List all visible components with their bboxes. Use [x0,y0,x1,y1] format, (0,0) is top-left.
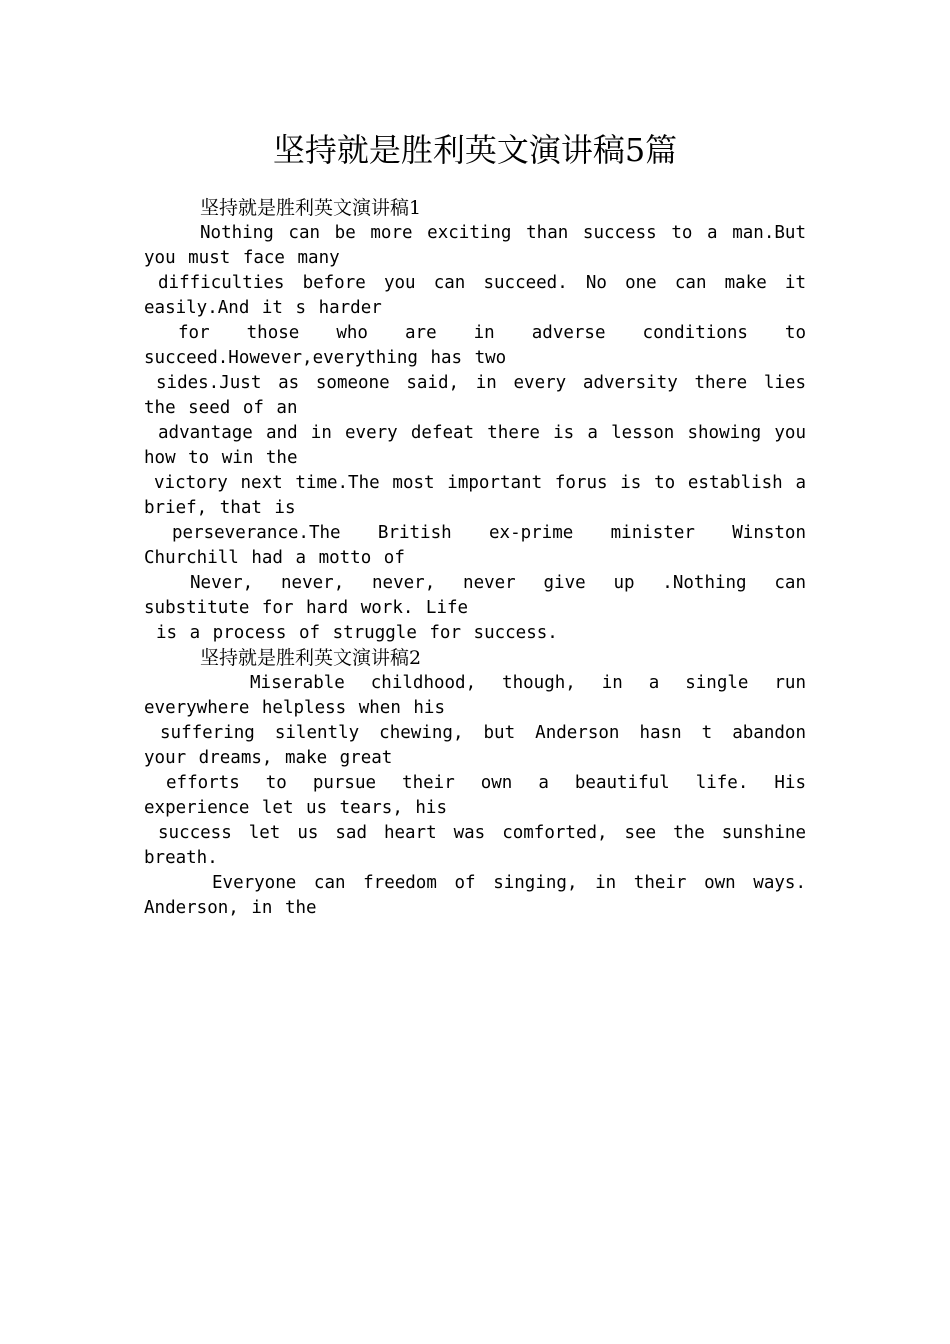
section-1-line-6: victory next time.The most important forus is to establish a brief, that is [144,473,806,518]
section-1-line-4: sides.Just as someone said, in every adversity there lies the seed of an [144,373,806,418]
section-2-line-1: Miserable childhood, though, in a single run everywhere helpless when his [144,673,806,718]
section-2-line-4: success let us sad heart was comforted, see the sunshine breath. [144,823,806,868]
section-1-line-9: is a process of struggle for success. [156,623,558,643]
section-1-line-3: for those who are in adverse conditions to succeed.However,everything has two [144,323,806,368]
section-1-line-1: Nothing can be more exciting than success to a man.But you must face many [144,223,806,268]
section-2-line-5: Everyone can freedom of singing, in their own ways. Anderson, in the [144,873,806,918]
section-2-line-3: efforts to pursue their own a beautiful life. His experience let us tears, his [144,773,806,818]
document-body [144,196,806,921]
section-2-line-2: suffering silently chewing, but Anderson hasn t abandon your dreams, make great [144,723,806,768]
document-title: 坚持就是胜利英文演讲稿5篇 [272,131,678,169]
section-1-line-2: difficulties before you can succeed. No one can make it easily.And it s harder [144,273,806,318]
section-1-line-5: advantage and in every defeat there is a lesson showing you how to win the [144,423,806,468]
section-1-line-7: perseverance.The British ex-prime minister Winston Churchill had a motto of [144,523,806,568]
section-1-line-8: Never, never, never, never give up .Nothing can substitute for hard work. Life [144,573,806,618]
section-2-heading: 坚持就是胜利英文演讲稿2 [200,647,422,669]
section-1-heading: 坚持就是胜利英文演讲稿1 [200,197,422,219]
